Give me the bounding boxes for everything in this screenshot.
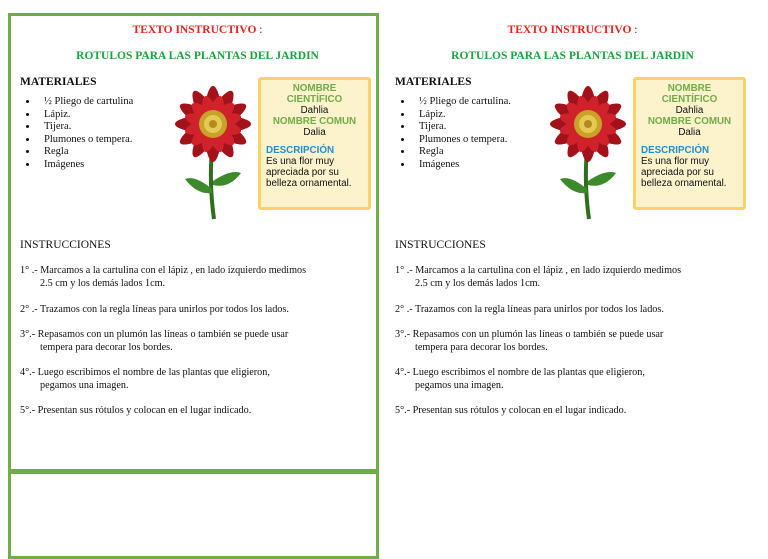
list-item: • Lápiz. — [413, 109, 511, 122]
instruction-step: 3°.- Repasamos con un plumón las líneas o también se puede usar tempera para decorar los bordes. — [395, 329, 664, 353]
list-item: • Tijera. — [38, 121, 133, 134]
instruction-step: 4°.- Luego escribimos el nombre de las plantas que eligieron, pegamos una imagen. — [20, 367, 270, 391]
description-text: Es una flor muy apreciada por su belleza ornamental. — [266, 156, 352, 189]
list-item: • Plumones o tempera. — [413, 134, 511, 147]
instruction-step: 1° .- Marcamos a la cartulina con el lápiz , en lado izquierdo medimos 2.5 cm y los demás lados 1cm. — [20, 265, 307, 289]
instruction-step: 2° .- Trazamos con la regla líneas para unirlos por todos los lados. — [395, 304, 664, 315]
materials-list — [395, 96, 511, 172]
instructions-heading: INSTRUCCIONES — [20, 239, 111, 251]
plant-label-card — [258, 77, 371, 210]
page-subtitle: ROTULOS PARA LAS PLANTAS DEL JARDIN — [451, 50, 694, 62]
common-name-value: Dalia — [678, 127, 701, 138]
page-subtitle: ROTULOS PARA LAS PLANTAS DEL JARDIN — [76, 50, 319, 62]
instruction-step: 4°.- Luego escribimos el nombre de las plantas que eligieron, pegamos una imagen. — [395, 367, 645, 391]
instruction-step: 5°.- Presentan sus rótulos y colocan en el lugar indicado. — [395, 405, 627, 416]
description-label: DESCRIPCIÓN — [641, 145, 710, 156]
instruction-step: 2° .- Trazamos con la regla líneas para unirlos por todos los lados. — [20, 304, 289, 315]
common-name-label: NOMBRE COMUN — [272, 116, 357, 127]
materials-list — [20, 96, 133, 172]
page-title: TEXTO INSTRUCTIVO : — [132, 24, 263, 36]
list-item: • Regla — [38, 146, 133, 159]
description-label: DESCRIPCIÓN — [266, 145, 335, 156]
instruction-step: 1° .- Marcamos a la cartulina con el lápiz , en lado izquierdo medimos 2.5 cm y los demás lados 1cm. — [395, 265, 682, 289]
page-frame-bottom — [8, 469, 379, 559]
description-text: Es una flor muy apreciada por su belleza ornamental. — [641, 156, 727, 189]
right-page — [385, 0, 760, 470]
scientific-name-value: Dahlia — [300, 105, 329, 116]
common-name-label: NOMBRE COMUN — [647, 116, 732, 127]
dahlia-flower-image — [165, 79, 260, 221]
materials-heading: MATERIALES — [395, 76, 472, 88]
list-item: • Plumones o tempera. — [38, 134, 133, 147]
materials-heading: MATERIALES — [20, 76, 97, 88]
list-item: • Imágenes — [413, 159, 511, 172]
instructions-heading: INSTRUCCIONES — [395, 239, 486, 251]
list-item: • ½ Pliego de cartulina — [38, 96, 133, 109]
instruction-step: 3°.- Repasamos con un plumón las líneas o también se puede usar tempera para decorar los bordes. — [20, 329, 289, 353]
list-item: • Regla — [413, 146, 511, 159]
scientific-name-label: NOMBRE CIENTÍFICO — [286, 83, 343, 105]
list-item: • Tijera. — [413, 121, 511, 134]
page-title: TEXTO INSTRUCTIVO : — [507, 24, 638, 36]
instruction-step: 5°.- Presentan sus rótulos y colocan en el lugar indicado. — [20, 405, 252, 416]
list-item: • ½ Pliego de cartulina. — [413, 96, 511, 109]
list-item: • Imágenes — [38, 159, 133, 172]
dahlia-flower-image — [540, 79, 635, 221]
list-item: • Lápiz. — [38, 109, 133, 122]
scientific-name-label: NOMBRE CIENTÍFICO — [661, 83, 718, 105]
common-name-value: Dalia — [303, 127, 326, 138]
plant-label-card — [633, 77, 746, 210]
left-page — [10, 0, 385, 470]
scientific-name-value: Dahlia — [675, 105, 704, 116]
